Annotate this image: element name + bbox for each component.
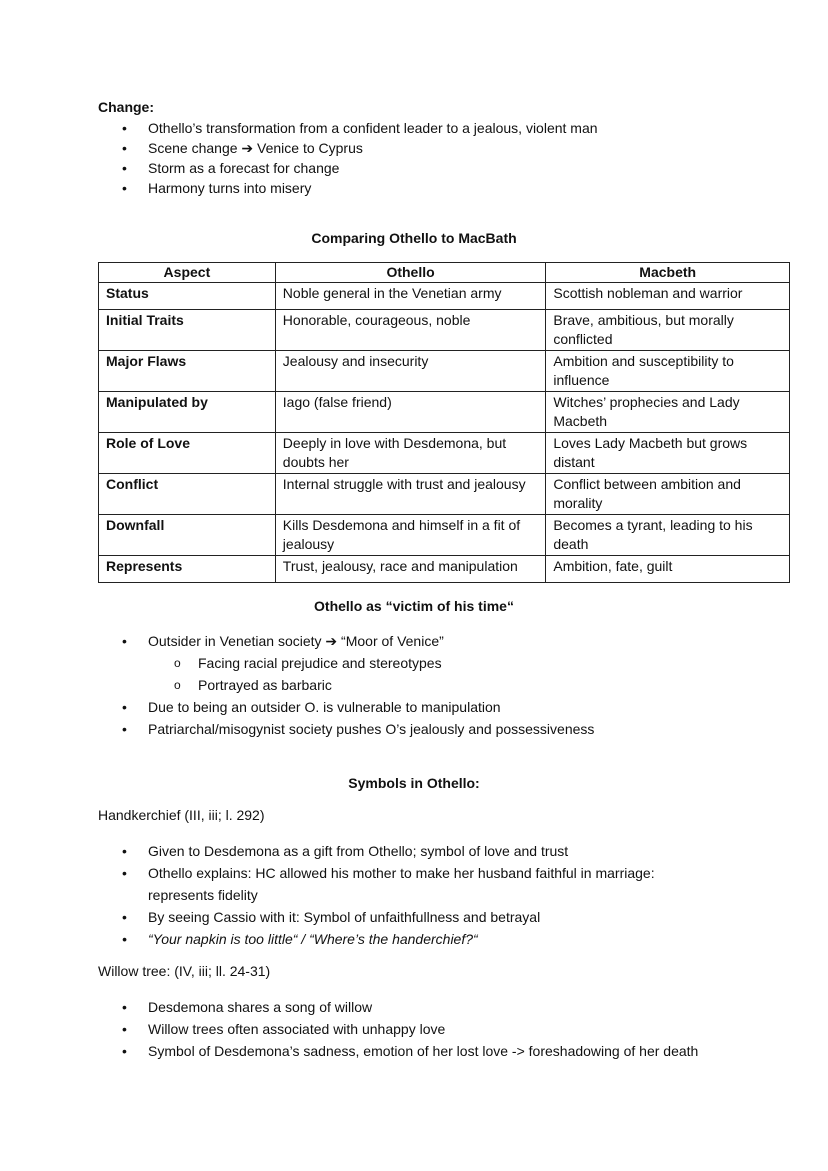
willow-heading: Willow tree: (IV, iii; ll. 24-31): [98, 963, 271, 979]
list-item: • By seeing Cassio with it: Symbol of unfaithfullness and betrayal: [98, 906, 708, 928]
header-aspect: Aspect: [99, 263, 276, 283]
handkerchief-list: [98, 840, 708, 950]
list-item: • Outsider in Venetian society ➔ “Moor of Venice”: [98, 630, 778, 652]
cell-macbeth: Scottish nobleman and warrior: [546, 283, 790, 310]
table-row: [99, 310, 790, 351]
change-heading: Change:: [98, 99, 154, 115]
change-list: [98, 118, 778, 198]
table-row: [99, 283, 790, 310]
table-row: [99, 515, 790, 556]
cell-macbeth: Ambition and susceptibility to influence: [546, 351, 790, 392]
cell-aspect: Status: [99, 283, 276, 310]
victim-list: [98, 630, 778, 740]
list-item: • Harmony turns into misery: [98, 178, 778, 198]
table-row: [99, 392, 790, 433]
comparison-title: Comparing Othello to MacBath: [311, 230, 517, 246]
comparison-table: [98, 262, 790, 583]
cell-othello: Honorable, courageous, noble: [275, 310, 546, 351]
list-item: • Patriarchal/misogynist society pushes O’s jealously and possessiveness: [98, 718, 778, 740]
list-item: • Symbol of Desdemona’s sadness, emotion of her lost love -> foreshadowing of her death: [98, 1040, 788, 1062]
table-row: [99, 474, 790, 515]
cell-othello: Internal struggle with trust and jealousy: [275, 474, 546, 515]
cell-macbeth: Conflict between ambition and morality: [546, 474, 790, 515]
header-macbeth: Macbeth: [546, 263, 790, 283]
list-item: • Desdemona shares a song of willow: [98, 996, 788, 1018]
list-item: • Othello’s transformation from a confident leader to a jealous, violent man: [98, 118, 778, 138]
cell-aspect: Major Flaws: [99, 351, 276, 392]
willow-list: [98, 996, 788, 1062]
cell-aspect: Represents: [99, 556, 276, 583]
list-item: • Given to Desdemona as a gift from Othello; symbol of love and trust: [98, 840, 708, 862]
sub-list-item: o Facing racial prejudice and stereotypes: [98, 652, 778, 674]
cell-macbeth: Brave, ambitious, but morally conflicted: [546, 310, 790, 351]
cell-aspect: Conflict: [99, 474, 276, 515]
cell-macbeth: Witches’ prophecies and Lady Macbeth: [546, 392, 790, 433]
sub-list-item: o Portrayed as barbaric: [98, 674, 778, 696]
list-item: • Due to being an outsider O. is vulnerable to manipulation: [98, 696, 778, 718]
cell-macbeth: Loves Lady Macbeth but grows distant: [546, 433, 790, 474]
cell-othello: Iago (false friend): [275, 392, 546, 433]
list-item: • Storm as a forecast for change: [98, 158, 778, 178]
cell-othello: Noble general in the Venetian army: [275, 283, 546, 310]
list-item: • Scene change ➔ Venice to Cyprus: [98, 138, 778, 158]
header-othello: Othello: [275, 263, 546, 283]
symbols-title: Symbols in Othello:: [348, 775, 480, 791]
cell-othello: Jealousy and insecurity: [275, 351, 546, 392]
cell-aspect: Manipulated by: [99, 392, 276, 433]
victim-title: Othello as “victim of his time“: [314, 598, 514, 614]
cell-othello: Kills Desdemona and himself in a fit of jealousy: [275, 515, 546, 556]
handkerchief-heading: Handkerchief (III, iii; l. 292): [98, 807, 265, 823]
table-row: [99, 556, 790, 583]
cell-macbeth: Becomes a tyrant, leading to his death: [546, 515, 790, 556]
cell-aspect: Role of Love: [99, 433, 276, 474]
table-row: [99, 433, 790, 474]
cell-macbeth: Ambition, fate, guilt: [546, 556, 790, 583]
list-item: • Willow trees often associated with unhappy love: [98, 1018, 788, 1040]
cell-aspect: Initial Traits: [99, 310, 276, 351]
cell-othello: Trust, jealousy, race and manipulation: [275, 556, 546, 583]
table-row: [99, 351, 790, 392]
cell-othello: Deeply in love with Desdemona, but doubts her: [275, 433, 546, 474]
cell-aspect: Downfall: [99, 515, 276, 556]
table-header-row: [99, 263, 790, 283]
list-item: • Othello explains: HC allowed his mother to make her husband faithful in marriage: represents fidelity: [98, 862, 708, 906]
quote-list-item: • “Your napkin is too little“ / “Where’s the handerchief?“: [98, 928, 708, 950]
